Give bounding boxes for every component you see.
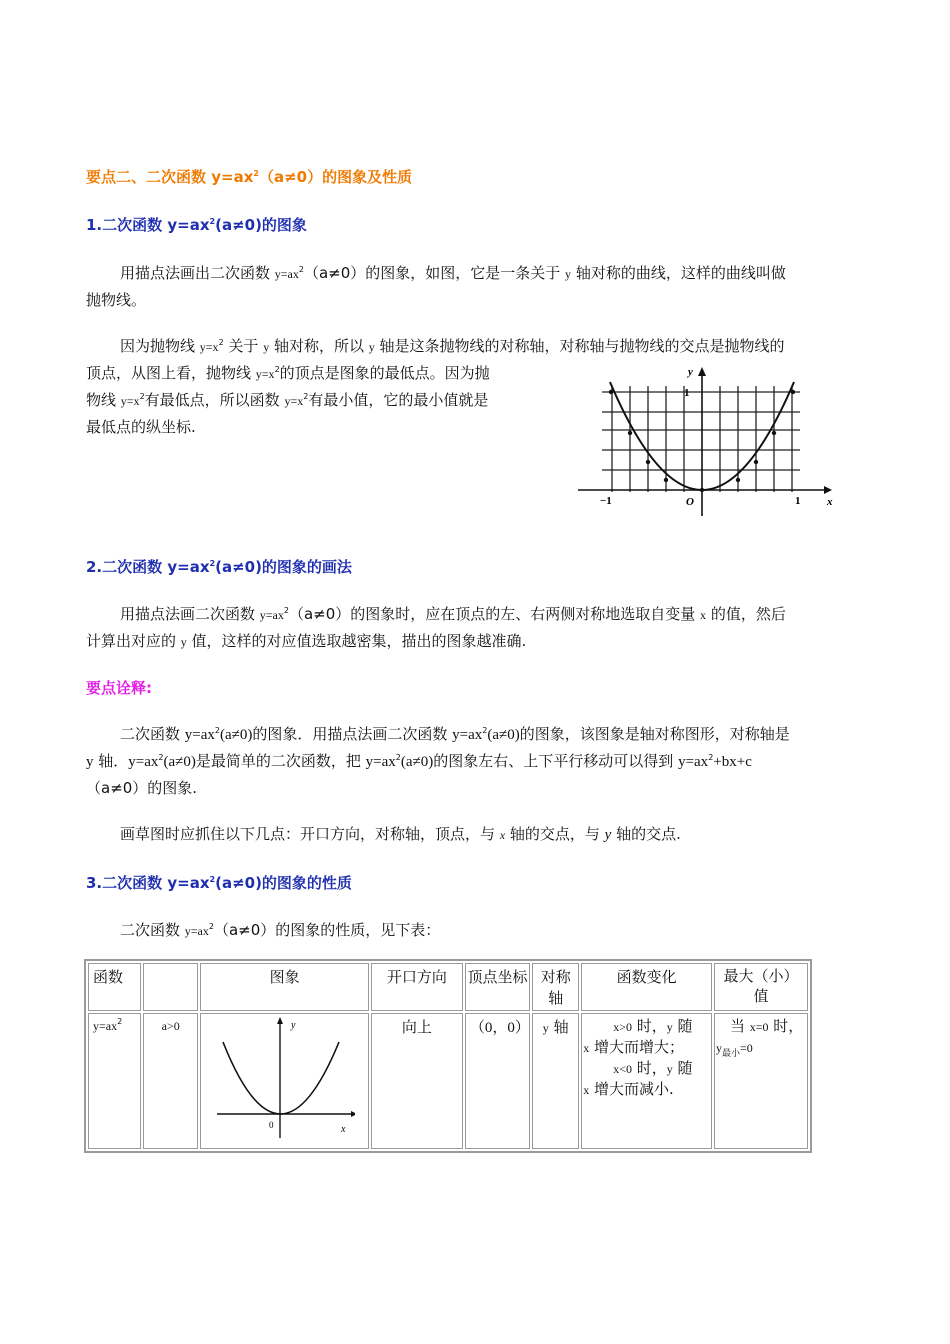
parabola-grid-graph <box>574 364 838 522</box>
paragraph-6: 二次函数 $y=ax^2(a\ne 0)$的图象的性质，见下表： <box>120 921 441 939</box>
origin-label: 0 <box>269 1120 274 1130</box>
paragraph-1: 用描点法画出二次函数 $y=ax^2(a\ne 0)$的图象，如图，它是一条关于 y 轴对称的曲线，这样的曲线叫做 抛物线。 <box>86 264 786 309</box>
plot-point <box>646 460 650 464</box>
y-tick-1: 1 <box>684 387 690 399</box>
x-tick-1: 1 <box>795 495 801 507</box>
subheading-1: 1.二次函数 $y=ax^2(a\ne 0)$的图象 <box>86 216 307 234</box>
plot-point <box>736 478 740 482</box>
header-cell: 顶点坐标 <box>465 963 530 1011</box>
plot-point <box>609 390 613 394</box>
properties-table <box>84 959 812 1153</box>
cell-axis: y 轴 <box>532 1013 579 1149</box>
origin-label: O <box>686 496 694 508</box>
cell-vertex: （0，0） <box>465 1013 530 1149</box>
table-header-row <box>88 963 808 1011</box>
cell-graph <box>200 1013 369 1149</box>
x-axis-label: x <box>827 496 833 508</box>
header-cell: 最大（小）值 <box>714 963 808 1011</box>
y-axis-arrow <box>277 1017 283 1024</box>
header-cell: 对称轴 <box>532 963 579 1011</box>
x-tick-neg1: −1 <box>600 495 612 507</box>
header-cell <box>143 963 198 1011</box>
header-cell: 函数 <box>88 963 141 1011</box>
cell-change: x>0 时，y 随 x 增大而增大； x<0 时，y 随 x 增大而减小. <box>581 1013 712 1149</box>
plot-point <box>664 478 668 482</box>
header-cell: 图象 <box>200 963 369 1011</box>
cell-condition: a>0 <box>143 1013 198 1149</box>
subheading-3: 3.二次函数 $y=ax^2(a\ne 0)$的图象的性质 <box>86 874 352 892</box>
plot-point <box>791 390 795 394</box>
paragraph-3: 用描点法画二次函数 $y=ax^2(a\ne 0)$的图象时，应在顶点的左、右两侧对称地选取自变量 x 的值，然后 计算出对应的 y 值，这样的对应值选取越密集，描出的图象越准确. <box>86 605 786 650</box>
paragraph-5: 画草图时应抓住以下几点：开口方向，对称轴，顶点，与 x 轴的交点，与 y 轴的交点. <box>120 825 681 843</box>
subheading-2: 2.二次函数 $y=ax^2(a\ne 0)$的图象的画法 <box>86 558 352 576</box>
x-axis-arrow <box>824 486 832 494</box>
section-heading: 要点二、二次函数 $y=ax^2(a\ne 0)$的图象及性质 <box>86 168 413 186</box>
plot-point <box>772 431 776 435</box>
plot-point <box>754 460 758 464</box>
x-axis-label: x <box>341 1124 346 1135</box>
y-axis-label: y <box>291 1020 296 1031</box>
plot-point <box>628 431 632 435</box>
x-axis-arrow <box>351 1111 355 1117</box>
paragraph-4: 二次函数 $y=ax^2(a\ne 0)$的图象．用描点法画二次函数 $y=ax^2(a\ne 0)$的图象，该图象是轴对称图形，对称轴是 y 轴．$y=ax^2(a\ne 0)$是最简单的二次函数，把 $y=ax^2(a\ne 0)$的图象左右、上下平行移动可以得到 $y=ax^2+bx+c$ （a≠0）的图象. <box>86 725 790 797</box>
note-heading: 要点诠释: <box>86 679 152 697</box>
plot-point <box>700 488 704 492</box>
paragraph-2: 因为抛物线 $y=x^2$ 关于 y 轴对称，所以 y 轴是这条抛物线的对称轴，对称轴与抛物线的交点是抛物线的 顶点，从图上看，抛物线 $y=x^2$的顶点是图象的最低点。因为抛 物线 $y=x^2$有最低点，所以函数 $y=x^2$有最小值，它的最小值就是 最低点的纵坐标. <box>86 337 785 436</box>
table-row <box>88 1013 808 1149</box>
header-cell: 开口方向 <box>371 963 463 1011</box>
header-cell: 函数变化 <box>581 963 712 1011</box>
y-axis-arrow <box>698 367 706 376</box>
cell-opening: 向上 <box>371 1013 463 1149</box>
cell-function: $y=ax^2$ <box>88 1013 141 1149</box>
parabola-curve <box>223 1042 339 1114</box>
cell-extreme: 当 x=0 时， $y_{最小}=0$ <box>714 1013 808 1149</box>
upward-parabola-graph <box>205 1016 355 1142</box>
y-axis-label: y <box>688 366 693 378</box>
